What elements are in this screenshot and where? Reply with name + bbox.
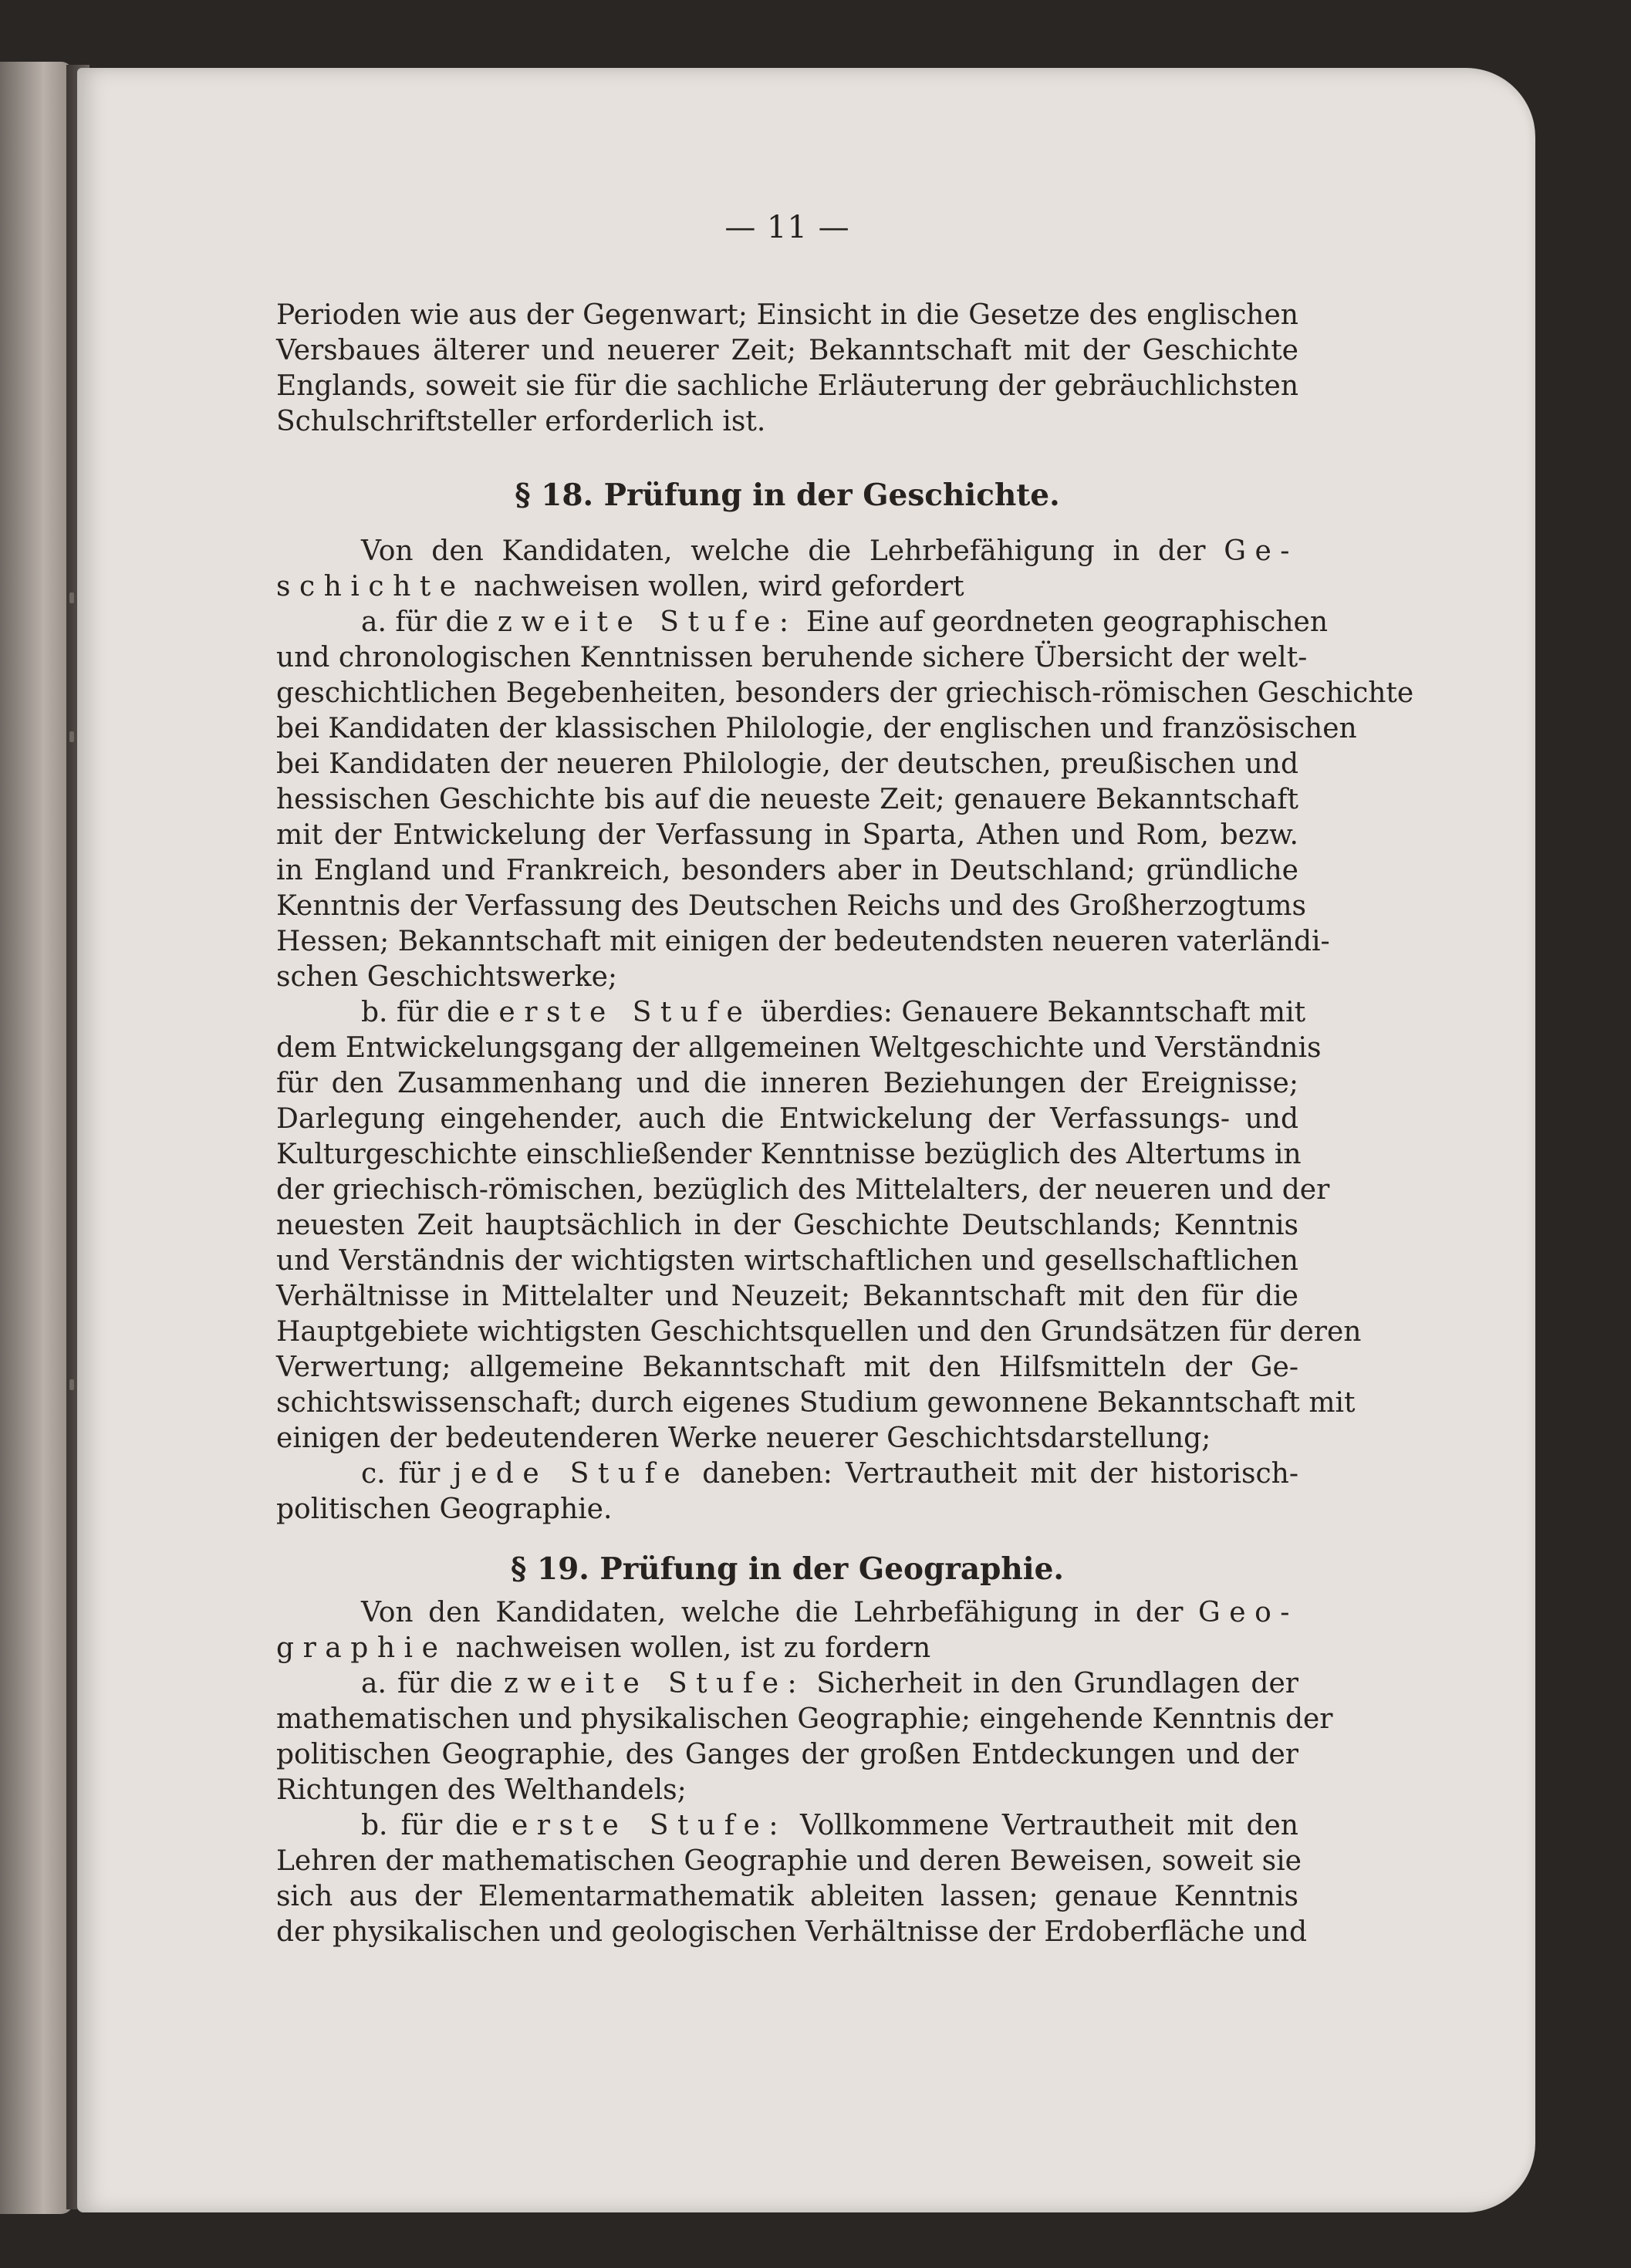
text-line: einigen der bedeutenderen Werke neuerer Geschichtsdarstellung; bbox=[276, 1423, 1211, 1454]
text-line: sich aus der Elementarmathematik ableiten lassen; genaue Kenntnis bbox=[276, 1881, 1298, 1912]
text-line: schen Geschichtswerke; bbox=[276, 961, 618, 993]
list-item-b-start: b. für die erste Stufe: Vollkommene Vertrautheit mit den bbox=[361, 1810, 1298, 1841]
margin-mark bbox=[69, 592, 74, 603]
text-line: politischen Geographie. bbox=[276, 1493, 613, 1525]
text-line: schichte nachweisen wollen, wird gefordert bbox=[276, 571, 964, 602]
text-line: bei Kandidaten der neueren Philologie, der deutschen, preußischen und bbox=[276, 748, 1298, 780]
page-content bbox=[276, 0, 1414, 2268]
text-line: hessischen Geschichte bis auf die neueste Zeit; genauere Bekanntschaft bbox=[276, 784, 1298, 815]
text-line: Richtungen des Welthandels; bbox=[276, 1774, 687, 1806]
text-line: und chronologischen Kenntnissen beruhende sichere Übersicht der welt- bbox=[276, 642, 1308, 673]
text-line: dem Entwickelungsgang der allgemeinen Weltgeschichte und Verständnis bbox=[276, 1032, 1322, 1064]
list-item-b-start: b. für die erste Stufe überdies: Genauere Bekanntschaft mit bbox=[361, 997, 1306, 1028]
text-line: Perioden wie aus der Gegenwart; Einsicht in die Gesetze des englischen bbox=[276, 299, 1298, 331]
text-line: neuesten Zeit hauptsächlich in der Geschichte Deutschlands; Kenntnis bbox=[276, 1210, 1298, 1241]
text-line: mit der Entwickelung der Verfassung in Sparta, Athen und Rom, bezw. bbox=[276, 819, 1298, 851]
list-item-a-start: a. für die zweite Stufe: Eine auf geordneten geographischen bbox=[361, 606, 1329, 638]
text-line: schichtswissenschaft; durch eigenes Studium gewonnene Bekanntschaft mit bbox=[276, 1387, 1356, 1419]
text-line: Kulturgeschichte einschließender Kenntnisse bezüglich des Altertums in bbox=[276, 1139, 1302, 1170]
text-line: Verhältnisse in Mittelalter und Neuzeit; Bekanntschaft mit den für die bbox=[276, 1281, 1298, 1312]
list-item-c-start: c. für jede Stufe daneben: Vertrautheit mit der historisch- bbox=[361, 1458, 1299, 1490]
facing-page-edge bbox=[0, 62, 73, 2214]
margin-mark bbox=[69, 1379, 74, 1390]
text-line: Kenntnis der Verfassung des Deutschen Reichs und des Großherzogtums bbox=[276, 890, 1306, 922]
text-line: Verwertung; allgemeine Bekanntschaft mit den Hilfsmitteln der Ge- bbox=[276, 1352, 1298, 1383]
text-line: mathematischen und physikalischen Geographie; eingehende Kenntnis der bbox=[276, 1703, 1333, 1735]
text-line: für den Zusammenhang und die inneren Beziehungen der Ereignisse; bbox=[276, 1068, 1298, 1099]
text-line: Schulschriftsteller erforderlich ist. bbox=[276, 406, 766, 437]
text-line: der physikalischen und geologischen Verhältnisse der Erdoberfläche und bbox=[276, 1916, 1307, 1948]
page-number: — 11 — bbox=[724, 210, 850, 245]
text-line: graphie nachweisen wollen, ist zu fordern bbox=[276, 1632, 931, 1664]
text-line: bei Kandidaten der klassischen Philologie, der englischen und französischen bbox=[276, 713, 1357, 744]
section-18-heading: § 18. Prüfung in der Geschichte. bbox=[515, 478, 1060, 513]
text-line: Englands, soweit sie für die sachliche Erläuterung der gebräuchlichsten bbox=[276, 370, 1298, 402]
text-line: der griechisch-römischen, bezüglich des Mittelalters, der neueren und der bbox=[276, 1174, 1330, 1206]
text-line: Von den Kandidaten, welche die Lehrbefähigung in der Ge- bbox=[361, 535, 1298, 567]
section-19-heading: § 19. Prüfung in der Geographie. bbox=[511, 1551, 1064, 1587]
text-line: Lehren der mathematischen Geographie und deren Beweisen, soweit sie bbox=[276, 1845, 1302, 1877]
text-line: Darlegung eingehender, auch die Entwickelung der Verfassungs- und bbox=[276, 1103, 1298, 1135]
text-line: und Verständnis der wichtigsten wirtschaftlichen und gesellschaftlichen bbox=[276, 1245, 1298, 1277]
text-line: geschichtlichen Begebenheiten, besonders der griechisch-römischen Geschichte bbox=[276, 677, 1414, 709]
text-line: Hessen; Bekanntschaft mit einigen der bedeutendsten neueren vaterländi- bbox=[276, 926, 1330, 957]
list-item-a-start: a. für die zweite Stufe: Sicherheit in den Grundlagen der bbox=[361, 1668, 1298, 1699]
text-line: Hauptgebiete wichtigsten Geschichtsquellen und den Grundsätzen für deren bbox=[276, 1316, 1362, 1348]
text-line: Versbaues älterer und neuerer Zeit; Bekanntschaft mit der Geschichte bbox=[276, 335, 1298, 366]
margin-mark bbox=[69, 731, 74, 742]
text-line: in England und Frankreich, besonders aber in Deutschland; gründliche bbox=[276, 855, 1298, 886]
text-line: Von den Kandidaten, welche die Lehrbefähigung in der Geo- bbox=[361, 1597, 1298, 1628]
text-line: politischen Geographie, des Ganges der großen Entdeckungen und der bbox=[276, 1739, 1298, 1770]
